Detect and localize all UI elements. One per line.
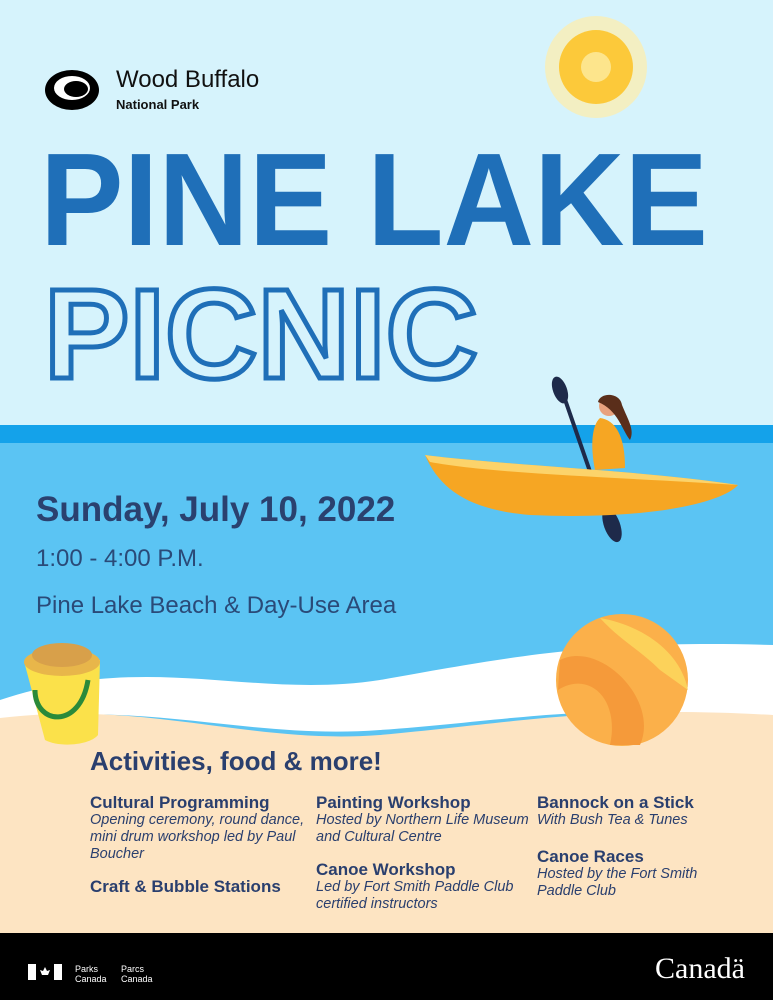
event-time: 1:00 - 4:00 P.M. — [36, 545, 204, 572]
title-line1: PINE LAKE — [40, 126, 708, 273]
activities-column-1 — [90, 793, 305, 896]
activity-desc: Hosted by Northern Life Museum and Cultural Centre — [316, 812, 529, 845]
activity-desc: Led by Fort Smith Paddle Club certified instructors — [316, 879, 514, 912]
logo-beaver-icon — [45, 70, 99, 110]
activity-desc: Hosted by the Fort Smith Paddle Club — [537, 866, 698, 899]
activity-desc: Opening ceremony, round dance, mini drum workshop led by Paul Boucher — [90, 812, 305, 862]
event-location: Pine Lake Beach & Day-Use Area — [36, 592, 397, 619]
activity-title: Canoe Workshop — [316, 860, 456, 879]
title-line2: PICNIC — [44, 263, 479, 406]
activity-title: Painting Workshop — [316, 793, 471, 812]
event-date: Sunday, July 10, 2022 — [36, 490, 396, 529]
beach-ball — [556, 614, 688, 746]
activity-title: Canoe Races — [537, 847, 644, 866]
sun — [545, 16, 647, 118]
activities-column-3 — [537, 793, 737, 914]
parcs-label: Parcs — [121, 964, 145, 974]
canada-label: Canada — [121, 974, 153, 984]
brand-name: Wood Buffalo — [116, 66, 260, 93]
parks-canada-en — [75, 964, 107, 984]
canada-flag-icon — [28, 964, 62, 980]
brand-subtitle: National Park — [116, 97, 200, 112]
activity-title: Craft & Bubble Stations — [90, 877, 281, 896]
activities-column-2 — [316, 793, 531, 927]
activity-title: Cultural Programming — [90, 793, 270, 812]
parcs-canada-fr — [121, 964, 153, 984]
activities-heading: Activities, food & more! — [90, 746, 382, 776]
horizon-stripe — [0, 425, 773, 443]
canada-label: Canada — [75, 974, 107, 984]
parks-label: Parks — [75, 964, 99, 974]
activity-desc: With Bush Tea & Tunes — [537, 812, 688, 828]
canada-wordmark: Canadä — [655, 952, 745, 985]
activity-title: Bannock on a Stick — [537, 793, 694, 812]
